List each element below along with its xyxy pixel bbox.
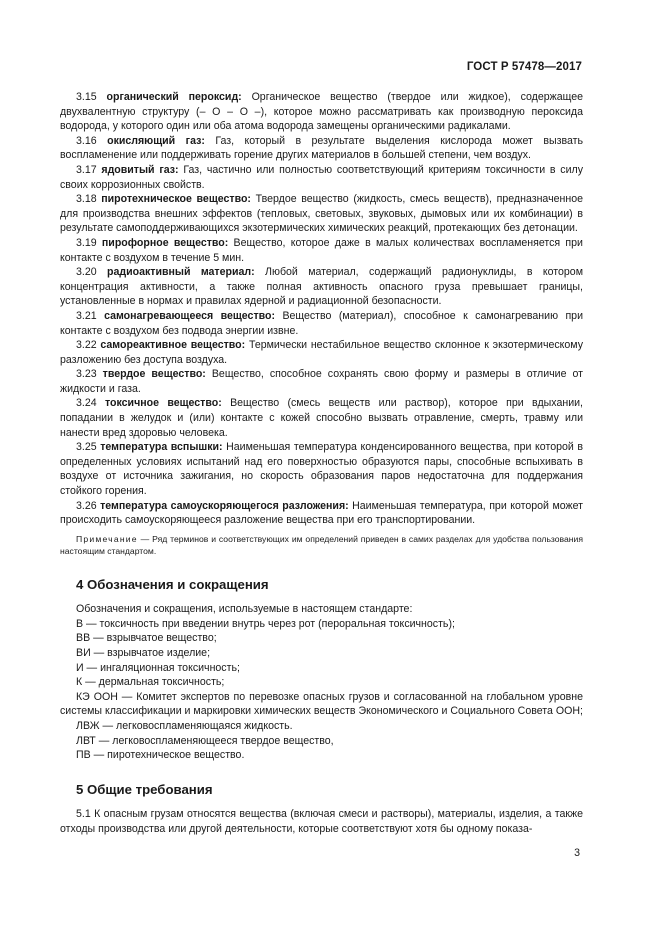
definition-3-21 xyxy=(60,309,583,338)
definition-term: самореактивное вещество: xyxy=(100,339,246,352)
definition-text: Органическое вещество (твердое или жидкое), содержащее двухвалентную структуру (– O – O –), которое можно рассматривать как производную пероксида водорода, у которого один или оба атома водорода замещены органическими радикалами. xyxy=(60,91,583,133)
definition-term: пиротехническое вещество: xyxy=(101,193,251,206)
definition-text: Любой материал, содержащий радионуклиды, в котором концентрация активности, а также полная активность опасного груза превышает границы, установленные в нормах и правилах ядерной и радиационной безопасности. xyxy=(60,266,583,308)
document-code: ГОСТ Р 57478—2017 xyxy=(466,61,582,73)
definition-text: Наименьшая температура конденсированного вещества, при которой в определенных условиях испытаний над его поверхностью образуются пары, способные вспыхивать в воздухе от источника зажигания, но скорость образования паров недостаточна для поддержания стойкого горения. xyxy=(60,441,584,498)
definition-3-19 xyxy=(60,236,583,265)
definition-term: температура вспышки: xyxy=(100,441,223,454)
section-4-heading: 4 Обозначения и сокращения xyxy=(76,576,269,592)
definition-number: 3.17 xyxy=(76,163,97,176)
definition-3-23 xyxy=(60,367,583,396)
definition-text: Наименьшая температура, при которой может происходить самоускоряющееся разложение вещества при его транспортировании. xyxy=(60,499,583,527)
definition-3-22 xyxy=(60,338,583,367)
page-content xyxy=(60,90,583,837)
definition-number: 3.19 xyxy=(76,236,97,249)
definition-text: Твердое вещество (жидкость, смесь веществ), предназначенное для производства внешних эффектов (тепловых, световых, звуковых, дымовых или их комбинации) в результате самоподдерживающихся экзотермических химических реакций, протекающих без детонации. xyxy=(60,193,583,235)
definition-text: Вещество (смесь веществ или раствор), которое при вдыхании, попадании в желудок и (или) контакте с кожей способно вызвать отравление, смерть, травму или нанести вред здоровью человека. xyxy=(60,397,583,439)
definition-term: окисляющий газ: xyxy=(107,134,205,147)
note-label: Примечание xyxy=(76,533,138,544)
definition-number: 3.24 xyxy=(76,397,97,410)
section-5-heading: 5 Общие требования xyxy=(76,781,213,797)
definition-term: токсичное вещество: xyxy=(104,397,222,410)
definition-text: Вещество, способное сохранять свою форму и размеры в отличие от жидкости и газа. xyxy=(60,368,583,395)
definition-text: Газ, который в результате выделения кислорода может вызвать воспламенение или поддерживать горение других материалов в большей степени, чем воздух. xyxy=(60,134,583,162)
page-number: 3 xyxy=(574,847,580,859)
definition-3-26 xyxy=(60,499,583,528)
abbreviation-item: К — дермальная токсичность; xyxy=(76,676,225,689)
abbreviation-item: ЛВТ — легковоспламеняющееся твердое вещество, xyxy=(76,734,334,747)
definition-number: 3.22 xyxy=(76,339,97,352)
abbreviation-item: И — ингаляционная токсичность; xyxy=(76,661,240,674)
definition-number: 3.25 xyxy=(76,441,97,454)
section-4-intro: Обозначения и сокращения, используемые в настоящем стандарте: xyxy=(76,603,413,616)
definition-3-18 xyxy=(60,192,583,236)
definition-number: 3.23 xyxy=(76,368,97,381)
definition-3-16 xyxy=(60,134,583,163)
definition-number: 3.15 xyxy=(76,91,97,103)
abbreviation-item: ЛВЖ — легковоспламеняющаяся жидкость. xyxy=(76,719,293,732)
definition-number: 3.16 xyxy=(76,134,97,147)
note xyxy=(60,533,583,558)
definition-3-24 xyxy=(60,396,583,440)
definition-term: пирофорное вещество: xyxy=(101,236,229,249)
definition-number: 3.18 xyxy=(76,193,97,206)
definition-text: Вещество (материал), способное к самонагреванию при контакте с воздухом без подвода энергии извне. xyxy=(60,309,583,337)
definition-number: 3.21 xyxy=(76,309,97,322)
abbreviation-item: ВИ — взрывчатое изделие; xyxy=(76,647,211,659)
definition-term: ядовитый газ: xyxy=(101,163,179,176)
note-text: — Ряд терминов и соответствующих им определений приведен в самих разделах для удобства пользования настоящим стандартом. xyxy=(60,533,583,557)
definition-3-17 xyxy=(60,163,583,192)
definition-number: 3.20 xyxy=(76,266,97,279)
definition-number: 3.26 xyxy=(76,499,97,512)
definition-term: самонагревающееся вещество: xyxy=(104,309,276,322)
section-5-paragraph: 5.1 К опасным грузам относятся вещества (включая смеси и растворы), материалы, изделия, а также отходы производства или другой деятельности, которые соответствуют хотя бы одному показа- xyxy=(60,808,583,835)
abbreviation-item: В — токсичность при введении внутрь через рот (пероральная токсичность); xyxy=(76,617,455,630)
abbreviation-item: ВВ — взрывчатое вещество; xyxy=(76,632,217,645)
definition-text: Газ, частично или полностью соответствующий критериям токсичности в силу своих коррозионных свойств. xyxy=(60,163,583,191)
definition-3-20 xyxy=(60,265,583,309)
definition-text: Вещество, которое даже в малых количествах воспламеняется при контакте с воздухом в течение 5 мин. xyxy=(60,236,583,264)
definition-term: радиоактивный материал: xyxy=(107,266,255,279)
definition-3-25 xyxy=(60,440,583,498)
definition-term: органический пероксид: xyxy=(106,91,242,103)
definition-term: твердое вещество: xyxy=(102,368,206,381)
abbreviation-item: ПВ — пиротехническое вещество. xyxy=(76,749,245,762)
definition-3-15 xyxy=(60,90,583,134)
definition-term: температура самоускоряющегося разложения: xyxy=(100,499,349,512)
definition-text: Термически нестабильное вещество склонное к экзотермическому разложению без доступа воздуха. xyxy=(60,339,583,366)
abbreviation-item-long: КЭ ООН — Комитет экспертов по перевозке опасных грузов и согласованной на глобальном уровне системы классификации и маркировки химических веществ Экономического и Социального Совета ООН; xyxy=(60,690,583,718)
